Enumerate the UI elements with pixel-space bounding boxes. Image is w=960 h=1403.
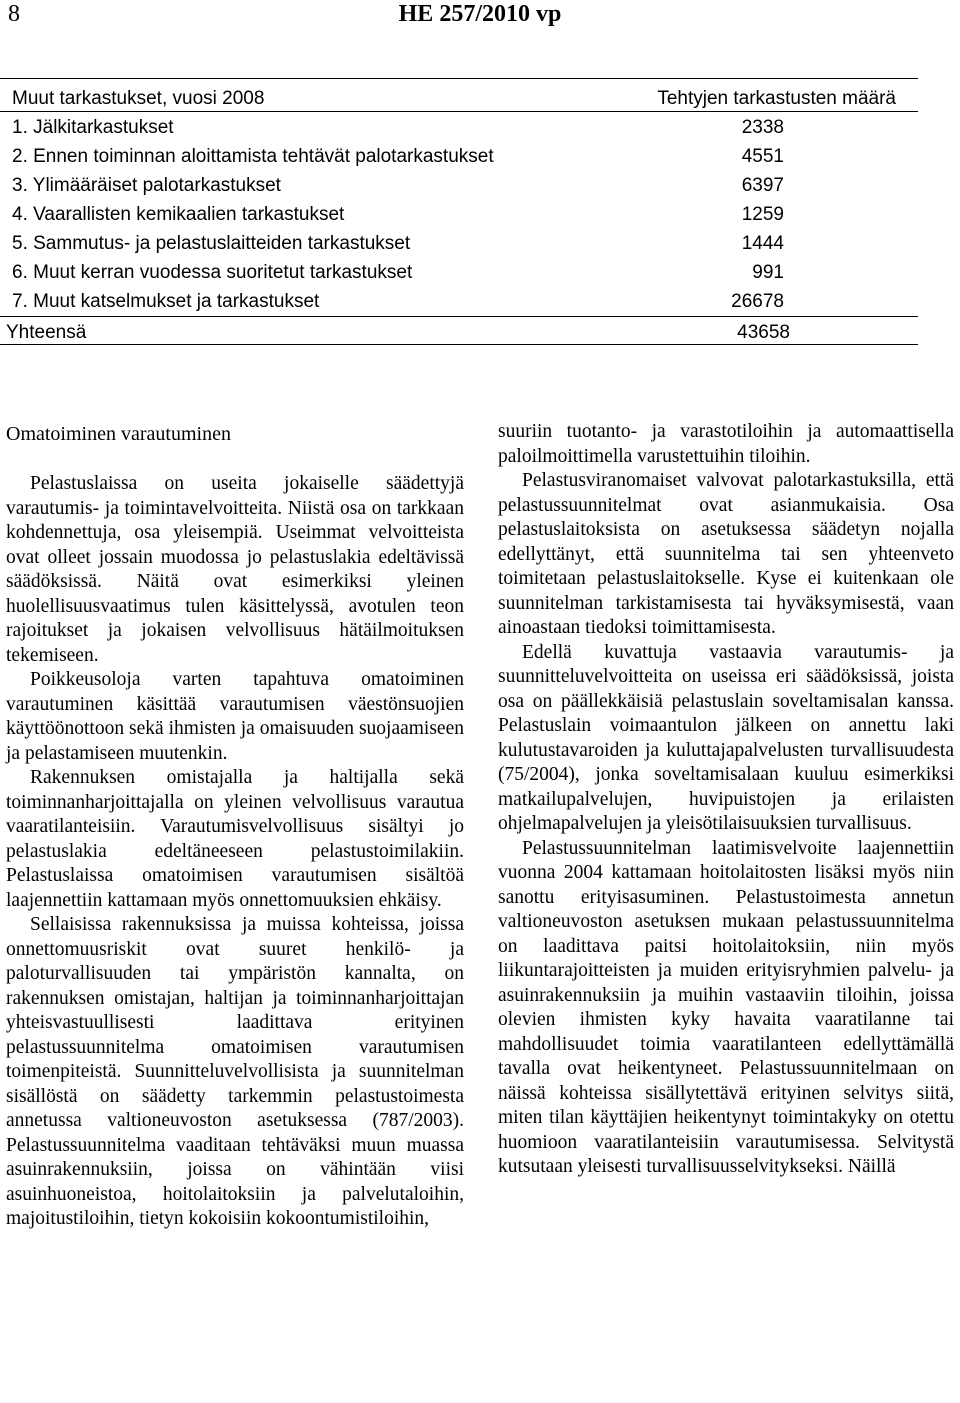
paragraph: Pelastuslaissa on useita jokaiselle säädettyjä varautumis- ja toimintavelvoitteita. Niistä osa on tarkkaan kohdennettuja, osa yleisempiä. Useimmat velvoitteista ovat olleet jossain muodossa jo pelastuslakia edeltävissä säädöksissä. Näitä ovat esimerkiksi yleinen huolellisuusvaatimus tulen käsittelyssä, avotulen teon rajoitukset ja jokaisen velvollisuus hätäilmoituksen tekemiseen. (6, 473, 464, 666)
table-top-rule (0, 78, 918, 79)
table-row (12, 113, 784, 142)
table-row (12, 171, 784, 200)
paragraph: Sellaisissa rakennuksissa ja muissa kohteissa, joissa onnettomuusriskit ovat suuret henkilö- ja paloturvallisuuden tai ympäristön kannalta, on rakennuksen omistajan, haltijan ja toiminnanharjoittajan yhteisvastuullisesti laadittava erityinen pelastussuunnitelma omatoimisen varautumisen toimenpiteistä. Suunnitteluvelvollisista ja suunnitelman sisällöstä on säädetty tarkemmin pelastustoimesta annetussa valtioneuvoston asetuksessa (787/2003). Pelastussuunnitelma vaaditaan tehtäväksi muun muassa asuinrakennuksiin, joissa on vähintään viisi asuinhuoneistoa, hoitolaitoksiin ja palvelutaloihin, majoitustiloihin, tietyn kokoisiin kokoontumistiloihin, (6, 914, 464, 1229)
row-value: 6397 (741, 175, 784, 196)
table-bottom-rule (0, 344, 918, 345)
right-text-column (498, 420, 954, 1180)
row-label: 1. Jälkitarkastukset (12, 117, 174, 138)
table-header-label: Muut tarkastukset, vuosi 2008 (12, 88, 265, 109)
paragraph: Edellä kuvattuja vastaavia varautumis- ja suunnitteluvelvoitteita on useissa eri säädöksissä, joista osa on päällekkäisiä pelastuslain soveltamisalan kanssa. Pelastuslain voimaantulon jälkeen on annettu laki kulutustavaroiden ja kuluttajapalvelusten turvallisuudesta (75/2004), jonka soveltamisalaan kuuluu esimerkiksi matkailupalvelujen, huvipuistojen ja erilaisten ohjelmapalvelujen ja yleisötilaisuuksien turvallisuus. (498, 641, 954, 834)
table-total-rule (0, 316, 918, 317)
table-total-label: Yhteensä (6, 322, 87, 343)
row-label: 6. Muut kerran vuodessa suoritetut tarkastukset (12, 262, 413, 283)
table-header-rule (0, 111, 918, 112)
row-value: 1444 (741, 233, 784, 254)
row-value: 4551 (741, 146, 784, 167)
row-label: 2. Ennen toiminnan aloittamista tehtävät palotarkastukset (12, 146, 494, 167)
page-number: 8 (8, 1, 20, 27)
paragraph: Pelastusviranomaiset valvovat palotarkastuksilla, että pelastussuunnitelmat ovat asianmukaisia. Osa pelastuslaitoksista on asetuksessa säädetyn nojalla edellyttänyt, että suunnitelma tai sen yhteenveto toimitetaan pelastuslaitokselle. Kyse ei kuitenkaan ole suunnitelman tarkistamisesta tai hyväksymisestä, vaan ainoastaan tiedoksi toimittamisesta. (498, 470, 954, 638)
paragraph: Poikkeusoloja varten tapahtuva omatoiminen varautuminen käsittää varautumisen väestönsuojien käyttöönottoon sekä ihmisten ja omaisuuden suojaamiseen ja pelastamiseen muutenkin. (6, 669, 464, 764)
row-label: 7. Muut katselmukset ja tarkastukset (12, 291, 320, 312)
row-value: 991 (752, 262, 784, 283)
row-value: 26678 (731, 291, 784, 312)
table-row (12, 200, 784, 229)
row-label: 3. Ylimääräiset palotarkastukset (12, 175, 281, 196)
table-row (12, 258, 784, 287)
paragraph: Pelastussuunnitelman laatimisvelvoite laajennettiin vuonna 2004 kattamaan hoitolaitosten lisäksi myös niin sanottu erityisasuminen. Pelastustoimesta annetun valtioneuvoston asetuksen mukaan pelastussuunnitelma on laadittava paitsi hoitolaitoksiin, niin myös liikuntarajoitteisten ja muiden erityisryhmien palvelu- ja asuinrakennuksiin ja muihin vastaaviin tiloihin, joissa olevien ihmisten kyky havaita vaaratilanne tai mahdollisuudet toimia vaaratilanteen edellyttämällä tavalla ovat heikentyneet. Pelastussuunnitelmaan on näissä kohteissa sisällytettävä erityinen selvitys siitä, miten tilan käyttäjien heikentynyt toimintakyky on otettu huomioon vaaratilanteisiin varautumisessa. Selvitystä kutsutaan yleisesti turvallisuusselvitykseksi. Näillä (498, 837, 954, 1177)
row-label: 4. Vaarallisten kemikaalien tarkastukset (12, 204, 345, 225)
left-text-column (6, 420, 464, 1232)
table-total-value: 43658 (737, 322, 790, 343)
paragraph: Rakennuksen omistajalla ja haltijalla sekä toiminnanharjoittajalla on yleinen velvollisuus varautua vaaratilanteisiin. Varautumisvelvollisuus sisältyi jo pelastuslakia edeltäneeseen pelastustoimilakiin. Pelastuslaissa omatoimisen varautumisen sisältöä laajennettiin kattamaan myös onnettomuuksien ehkäisy. (6, 767, 464, 911)
row-label: 5. Sammutus- ja pelastuslaitteiden tarkastukset (12, 233, 411, 254)
table-row (12, 142, 784, 171)
table-header-value: Tehtyjen tarkastusten määrä (657, 88, 896, 109)
row-value: 1259 (741, 204, 784, 225)
section-heading: Omatoiminen varautuminen (6, 423, 231, 445)
table-row (12, 287, 784, 316)
row-value: 2338 (741, 117, 784, 138)
paragraph: suuriin tuotanto- ja varastotiloihin ja automaattisella paloilmoittimella varustettuihin tiloihin. (498, 421, 954, 467)
table-row (12, 229, 784, 258)
document-reference: HE 257/2010 vp (398, 1, 562, 27)
